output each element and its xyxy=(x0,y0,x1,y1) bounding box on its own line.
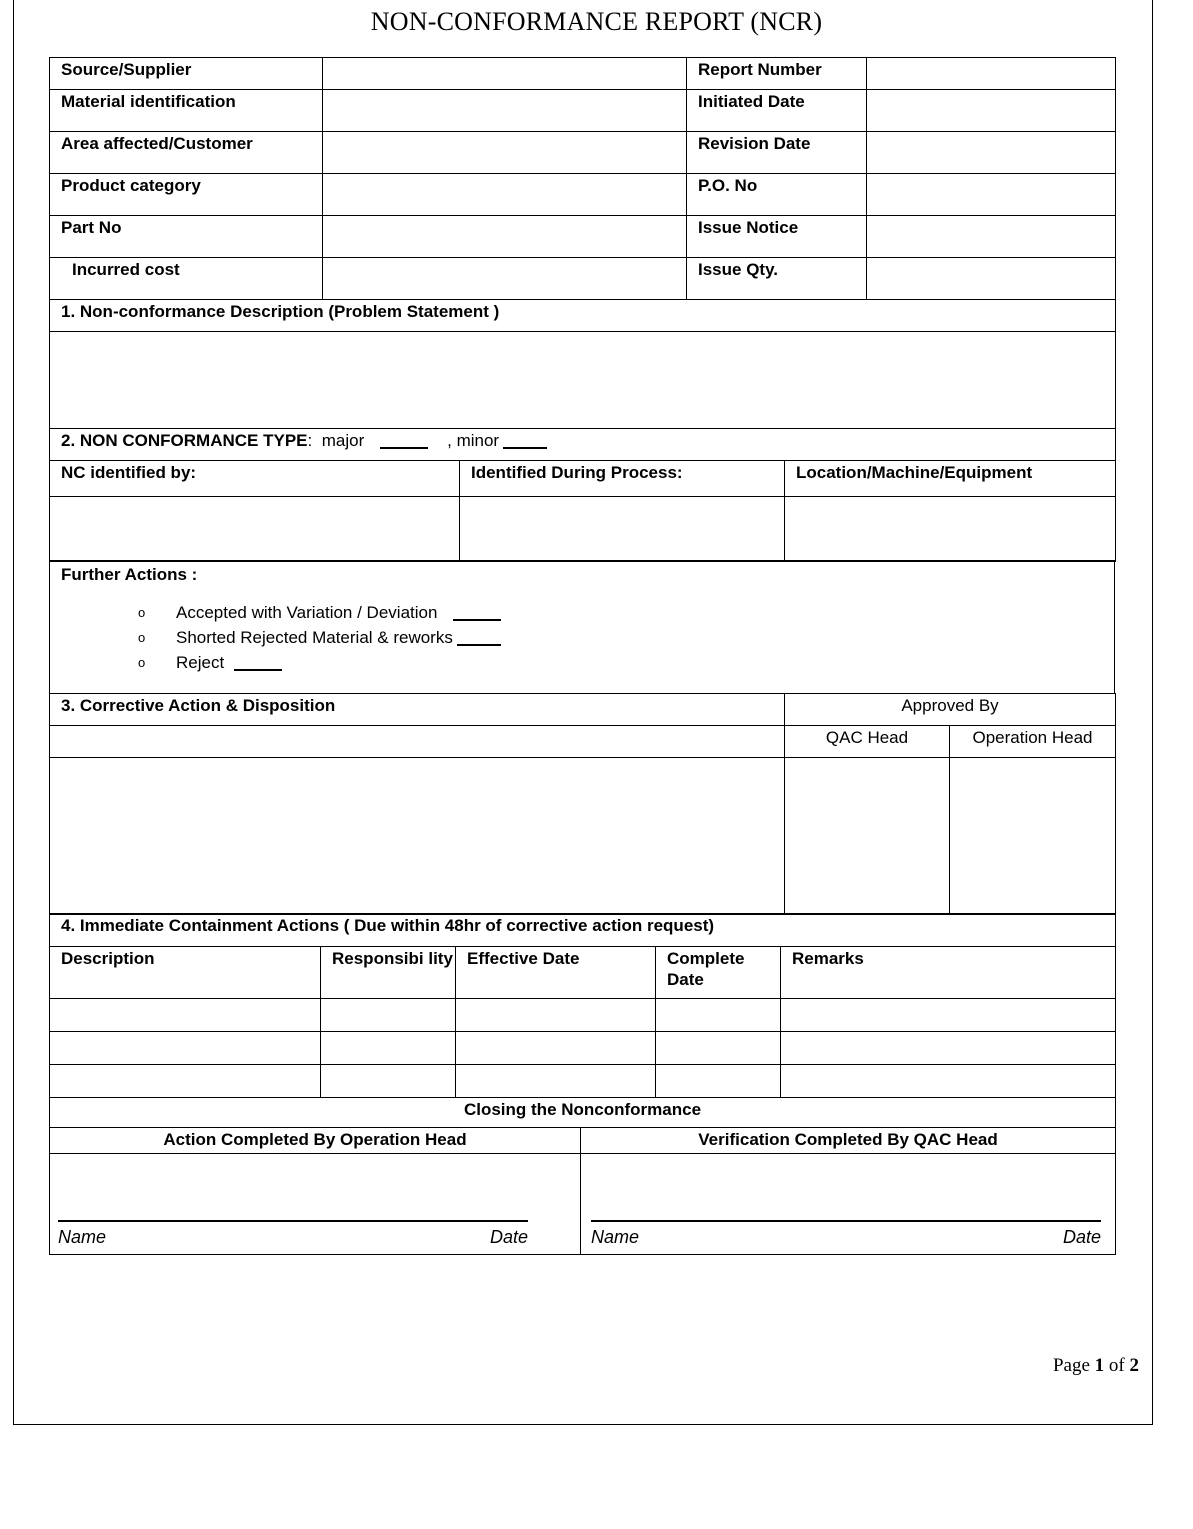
field-label-source-supplier: Source/Supplier xyxy=(50,58,323,90)
field-input-initiated-date[interactable] xyxy=(867,90,1116,132)
approver-signature-operation-head[interactable] xyxy=(950,757,1116,914)
signature-area-qac-head[interactable] xyxy=(581,1156,1115,1252)
field-label-po-no: P.O. No xyxy=(687,174,867,216)
section3-corrective-action-textarea[interactable] xyxy=(50,757,785,914)
table-row xyxy=(50,1065,1116,1098)
column-header-complete-date: Complete Date xyxy=(656,947,781,999)
column-header-identified-during-process: Identified During Process: xyxy=(460,460,785,496)
field-input-report-number[interactable] xyxy=(867,58,1116,90)
cell-effective-date[interactable] xyxy=(456,1032,656,1065)
circle-bullet-icon: o xyxy=(138,654,146,670)
field-input-issue-qty[interactable] xyxy=(867,258,1116,300)
date-label: Date xyxy=(489,1226,528,1247)
column-header-effective-date: Effective Date xyxy=(456,947,656,999)
table-row xyxy=(50,429,1116,461)
column-header-description: Description xyxy=(50,947,321,999)
further-action-value-reject[interactable] xyxy=(234,669,282,671)
closing-right-signature-cell[interactable] xyxy=(581,1153,1116,1254)
field-input-incurred-cost[interactable] xyxy=(323,258,687,300)
date-label: Date xyxy=(1062,1226,1101,1247)
further-actions-list xyxy=(50,600,1114,675)
closing-left-signature-cell[interactable] xyxy=(50,1153,581,1254)
field-label-part-no: Part No xyxy=(50,216,323,258)
closing-left-heading: Action Completed By Operation Head xyxy=(50,1127,581,1153)
table-row xyxy=(50,561,1115,694)
approver-label-qac-head: QAC Head xyxy=(785,725,950,757)
field-input-product-category[interactable] xyxy=(323,174,687,216)
field-label-product-category: Product category xyxy=(50,174,323,216)
column-header-remarks: Remarks xyxy=(781,947,1116,999)
signature-labels xyxy=(58,1227,528,1249)
closing-right-heading: Verification Completed By QAC Head xyxy=(581,1127,1116,1153)
further-action-label-reject: Reject xyxy=(176,652,225,672)
table-row xyxy=(50,1153,1116,1254)
table-row xyxy=(50,914,1116,947)
further-action-value-shorted[interactable] xyxy=(457,644,501,646)
approver-signature-qac-head[interactable] xyxy=(785,757,950,914)
cell-responsibility[interactable] xyxy=(321,999,456,1032)
circle-bullet-icon: o xyxy=(138,629,146,645)
section2-heading: 2. NON CONFORMANCE TYPE xyxy=(61,431,308,450)
cell-remarks[interactable] xyxy=(781,1032,1116,1065)
field-label-revision-date: Revision Date xyxy=(687,132,867,174)
column-header-responsibility: Responsibi lity xyxy=(321,947,456,999)
approver-label-operation-head: Operation Head xyxy=(950,725,1116,757)
table-row xyxy=(50,58,1116,90)
section1-description-textarea[interactable] xyxy=(50,332,1116,429)
field-input-po-no[interactable] xyxy=(867,174,1116,216)
cell-remarks[interactable] xyxy=(781,1065,1116,1098)
column-header-location-machine-equipment: Location/Machine/Equipment xyxy=(785,460,1116,496)
field-label-issue-notice: Issue Notice xyxy=(687,216,867,258)
section4-table xyxy=(49,913,1116,1098)
field-input-part-no[interactable] xyxy=(323,216,687,258)
table-row xyxy=(50,999,1116,1032)
field-input-material-identification[interactable] xyxy=(323,90,687,132)
page-number-current: 1 xyxy=(1094,1355,1105,1376)
ncr-form xyxy=(49,57,1115,1255)
further-action-label-shorted: Shorted Rejected Material & reworks xyxy=(176,627,453,647)
cell-complete-date[interactable] xyxy=(656,1032,781,1065)
cell-effective-date[interactable] xyxy=(456,999,656,1032)
field-label-report-number: Report Number xyxy=(687,58,867,90)
field-input-revision-date[interactable] xyxy=(867,132,1116,174)
approved-by-label: Approved By xyxy=(785,693,1116,725)
table-row xyxy=(50,1032,1116,1065)
cell-description[interactable] xyxy=(50,1032,321,1065)
further-action-label-accepted: Accepted with Variation / Deviation xyxy=(176,602,438,622)
section2-columns-table xyxy=(49,460,1116,562)
page-title: NON-CONFORMANCE REPORT (NCR) xyxy=(370,7,823,36)
section4-heading: 4. Immediate Containment Actions ( Due within 48hr of corrective action request) xyxy=(50,914,1116,947)
cell-remarks[interactable] xyxy=(781,999,1116,1032)
table-row xyxy=(50,460,1116,496)
list-item[interactable] xyxy=(138,650,1114,675)
table-row xyxy=(50,693,1116,725)
table-row xyxy=(50,174,1116,216)
signature-line xyxy=(591,1220,1101,1222)
field-input-area-affected-customer[interactable] xyxy=(323,132,687,174)
list-item[interactable] xyxy=(138,625,1114,650)
field-label-material-identification: Material identification xyxy=(50,90,323,132)
table-row xyxy=(50,90,1116,132)
table-row xyxy=(50,1127,1116,1153)
column-header-nc-identified-by: NC identified by: xyxy=(50,460,460,496)
signature-labels xyxy=(591,1227,1101,1249)
name-label: Name xyxy=(591,1226,640,1247)
input-identified-during-process[interactable] xyxy=(460,496,785,561)
table-row xyxy=(50,332,1116,429)
section3-spacer-cell xyxy=(50,725,785,757)
section3-table xyxy=(49,693,1116,915)
further-actions-title: Further Actions : xyxy=(61,565,198,585)
table-row xyxy=(50,132,1116,174)
closing-table xyxy=(49,1097,1116,1255)
section2-heading-row xyxy=(50,429,1116,461)
closing-title: Closing the Nonconformance xyxy=(50,1097,1116,1127)
signature-line xyxy=(58,1220,528,1222)
table-row xyxy=(50,725,1116,757)
table-row xyxy=(50,258,1116,300)
name-label: Name xyxy=(58,1226,107,1247)
cell-description[interactable] xyxy=(50,999,321,1032)
table-row xyxy=(50,947,1116,999)
cell-complete-date[interactable] xyxy=(656,999,781,1032)
field-label-issue-qty: Issue Qty. xyxy=(687,258,867,300)
section2-major-label: major xyxy=(321,431,365,450)
table-row xyxy=(50,496,1116,561)
table-row xyxy=(50,300,1116,332)
section1-heading: 1. Non-conformance Description (Problem Statement ) xyxy=(50,300,1116,332)
table-row xyxy=(50,216,1116,258)
field-label-area-affected-customer: Area affected/Customer xyxy=(50,132,323,174)
ncr-form-table xyxy=(49,57,1116,461)
section2-minor-value[interactable] xyxy=(503,447,547,449)
cell-complete-date[interactable] xyxy=(656,1065,781,1098)
page-footer-prefix: Page xyxy=(1052,1355,1090,1376)
further-actions-table xyxy=(49,560,1115,694)
list-item[interactable] xyxy=(138,600,1114,625)
cell-description[interactable] xyxy=(50,1065,321,1098)
cell-responsibility[interactable] xyxy=(321,1032,456,1065)
table-row xyxy=(50,757,1116,914)
signature-area-operation-head[interactable] xyxy=(50,1156,580,1252)
field-input-source-supplier[interactable] xyxy=(323,58,687,90)
cell-responsibility[interactable] xyxy=(321,1065,456,1098)
field-input-issue-notice[interactable] xyxy=(867,216,1116,258)
further-actions-cell xyxy=(50,561,1115,694)
field-label-initiated-date: Initiated Date xyxy=(687,90,867,132)
further-action-value-accepted[interactable] xyxy=(453,619,501,621)
circle-bullet-icon: o xyxy=(138,604,146,620)
page-number-total: 2 xyxy=(1129,1355,1139,1376)
table-row xyxy=(50,1097,1116,1127)
input-nc-identified-by[interactable] xyxy=(50,496,460,561)
cell-effective-date[interactable] xyxy=(456,1065,656,1098)
section3-heading: 3. Corrective Action & Disposition xyxy=(50,693,785,725)
section2-separator: : xyxy=(307,431,313,450)
section2-minor-label: , minor xyxy=(447,431,500,450)
page-footer-middle: of xyxy=(1108,1355,1125,1376)
page-footer xyxy=(1053,1355,1139,1377)
input-location-machine-equipment[interactable] xyxy=(785,496,1116,561)
field-label-incurred-cost: Incurred cost xyxy=(50,258,323,300)
section2-major-value[interactable] xyxy=(380,447,428,449)
